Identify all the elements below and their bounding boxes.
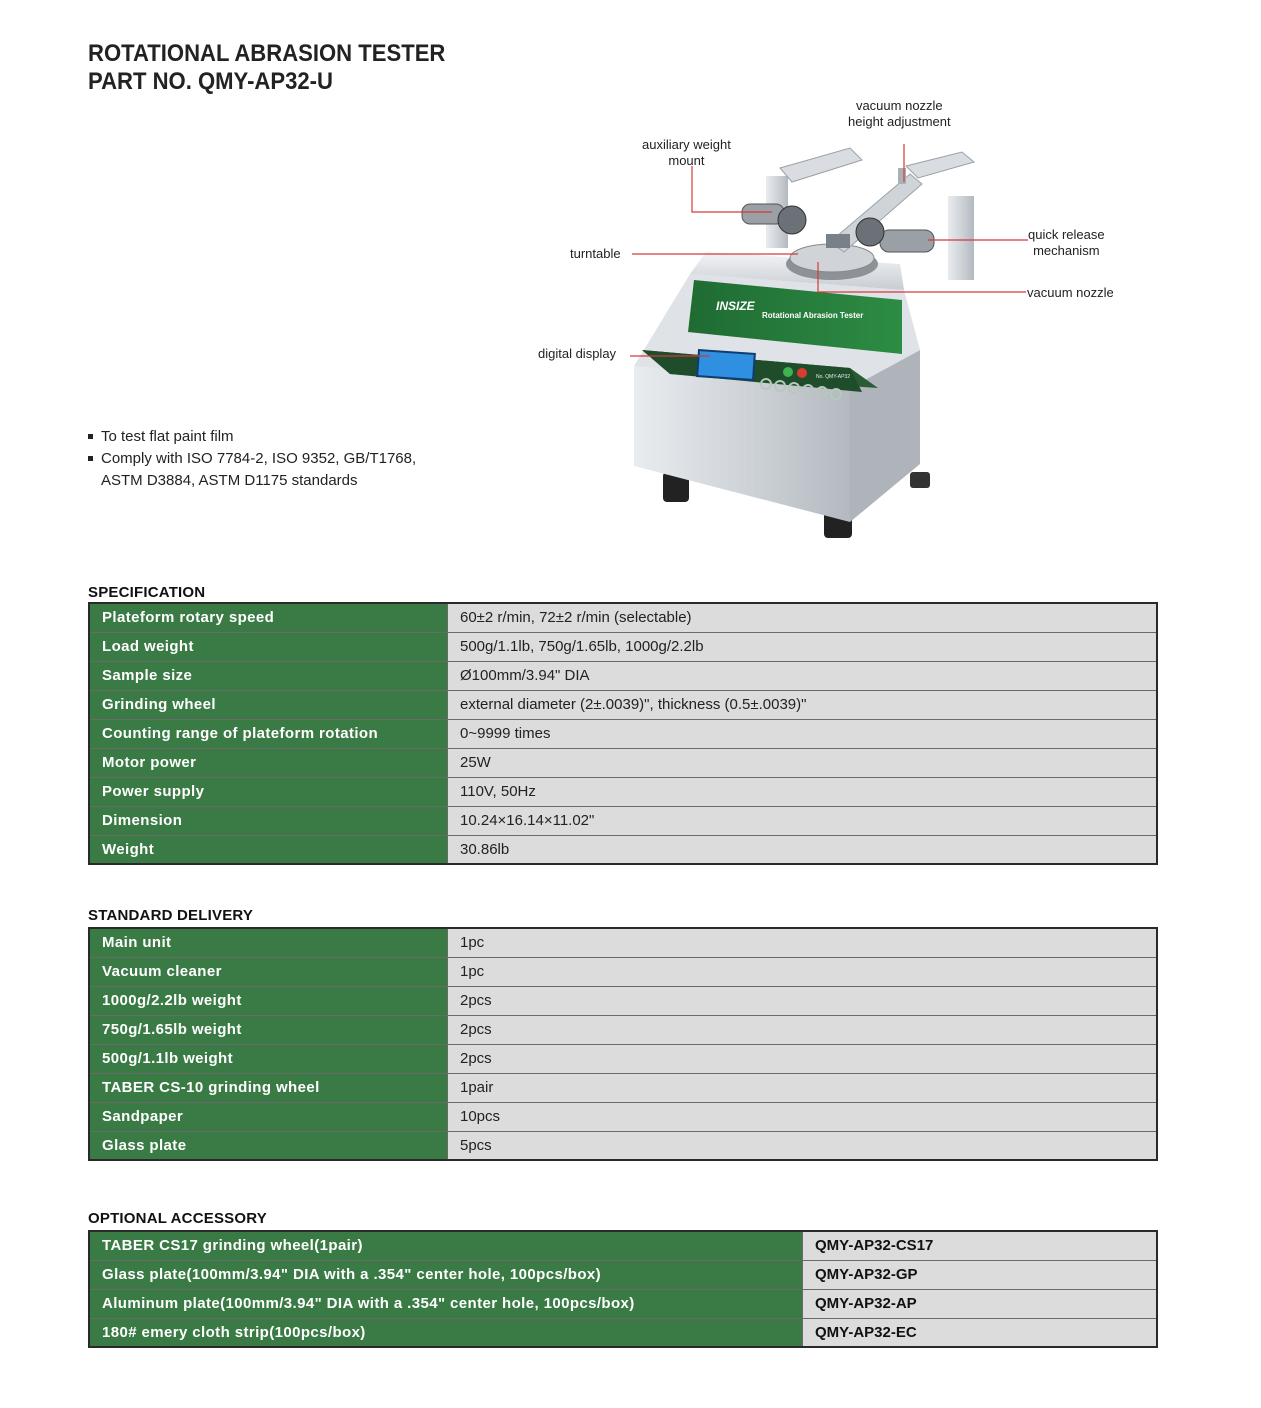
row-value: 110V, 50Hz bbox=[448, 777, 1158, 806]
row-label: Weight bbox=[89, 835, 448, 864]
table-row bbox=[89, 1044, 1157, 1073]
feature-item: To test flat paint film bbox=[88, 426, 416, 448]
row-label: 750g/1.65lb weight bbox=[89, 1015, 448, 1044]
row-label: Counting range of plateform rotation bbox=[89, 719, 448, 748]
table-row bbox=[89, 1073, 1157, 1102]
table-row bbox=[89, 806, 1157, 835]
callout-aux-weight bbox=[642, 137, 731, 169]
left-arm bbox=[780, 148, 862, 182]
callout-nozzle-height-line-1: vacuum nozzle bbox=[855, 98, 943, 113]
row-value: 5pcs bbox=[448, 1131, 1158, 1160]
right-post bbox=[948, 196, 974, 280]
row-value: QMY-AP32-EC bbox=[803, 1318, 1158, 1347]
row-label: Glass plate(100mm/3.94" DIA with a .354" center hole, 100pcs/box) bbox=[89, 1260, 803, 1289]
row-label: Glass plate bbox=[89, 1131, 448, 1160]
row-value: 1pc bbox=[448, 928, 1158, 957]
row-label: Vacuum cleaner bbox=[89, 957, 448, 986]
panel-name: Rotational Abrasion Tester bbox=[762, 311, 864, 320]
row-value: 1pair bbox=[448, 1073, 1158, 1102]
page-title-line-1: ROTATIONAL ABRASION TESTER bbox=[88, 40, 446, 67]
row-value: 0~9999 times bbox=[448, 719, 1158, 748]
turntable-plate bbox=[790, 244, 874, 272]
row-label: Plateform rotary speed bbox=[89, 603, 448, 632]
row-value: external diameter (2±.0039)", thickness (0.5±.0039)" bbox=[448, 690, 1158, 719]
row-label: Load weight bbox=[89, 632, 448, 661]
optional-title: OPTIONAL ACCESSORY bbox=[88, 1210, 267, 1227]
table-row bbox=[89, 777, 1157, 806]
table-row bbox=[89, 1318, 1157, 1347]
feature-list bbox=[88, 426, 416, 492]
row-value: 500g/1.1lb, 750g/1.65lb, 1000g/2.2lb bbox=[448, 632, 1158, 661]
table-row bbox=[89, 632, 1157, 661]
callout-nozzle-height bbox=[848, 98, 951, 130]
foot-right-back bbox=[910, 472, 930, 488]
callout-digital-display: digital display bbox=[538, 346, 617, 361]
row-label: Dimension bbox=[89, 806, 448, 835]
row-value: Ø100mm/3.94" DIA bbox=[448, 661, 1158, 690]
optional-accessory-table bbox=[88, 1230, 1158, 1348]
callout-nozzle-height-line-2: height adjustment bbox=[848, 114, 951, 129]
right-arm bbox=[906, 152, 974, 178]
product-illustration bbox=[530, 92, 1190, 552]
callout-vacuum-nozzle: vacuum nozzle bbox=[1027, 285, 1114, 300]
table-row bbox=[89, 986, 1157, 1015]
callout-turntable: turntable bbox=[570, 246, 621, 261]
callout-aux-weight-line-2: mount bbox=[668, 153, 705, 168]
table-row bbox=[89, 1131, 1157, 1160]
row-value: 30.86lb bbox=[448, 835, 1158, 864]
specification-title: SPECIFICATION bbox=[88, 584, 206, 601]
row-label: Sandpaper bbox=[89, 1102, 448, 1131]
row-label: Grinding wheel bbox=[89, 690, 448, 719]
lcd-screen bbox=[697, 350, 755, 380]
vacuum-nozzle-head bbox=[826, 234, 850, 248]
grinding-wheel-right bbox=[856, 218, 884, 246]
row-label: TABER CS-10 grinding wheel bbox=[89, 1073, 448, 1102]
row-label: Sample size bbox=[89, 661, 448, 690]
table-row bbox=[89, 748, 1157, 777]
callout-quick-release-line-1: quick release bbox=[1028, 227, 1105, 242]
row-value: QMY-AP32-GP bbox=[803, 1260, 1158, 1289]
table-row bbox=[89, 719, 1157, 748]
row-label: 180# emery cloth strip(100pcs/box) bbox=[89, 1318, 803, 1347]
feature-item-continuation: ASTM D3884, ASTM D1175 standards bbox=[101, 472, 358, 489]
row-value: 2pcs bbox=[448, 986, 1158, 1015]
table-row bbox=[89, 603, 1157, 632]
table-row bbox=[89, 1102, 1157, 1131]
page-title bbox=[88, 40, 445, 96]
nozzle-height-knob bbox=[898, 168, 906, 184]
row-value: QMY-AP32-AP bbox=[803, 1289, 1158, 1318]
grinding-wheel-left bbox=[778, 206, 806, 234]
row-value: 25W bbox=[448, 748, 1158, 777]
row-label: Aluminum plate(100mm/3.94" DIA with a .354" center hole, 100pcs/box) bbox=[89, 1289, 803, 1318]
start-button bbox=[783, 367, 793, 377]
feature-item: Comply with ISO 7784-2, ISO 9352, GB/T1768, bbox=[88, 448, 416, 470]
table-row bbox=[89, 1289, 1157, 1318]
row-value: 2pcs bbox=[448, 1015, 1158, 1044]
row-value: 10.24×16.14×11.02" bbox=[448, 806, 1158, 835]
callout-quick-release bbox=[1028, 227, 1105, 259]
specification-table bbox=[88, 602, 1158, 865]
row-value: 10pcs bbox=[448, 1102, 1158, 1131]
auxiliary-weight-right bbox=[880, 230, 934, 252]
row-value: 2pcs bbox=[448, 1044, 1158, 1073]
delivery-table bbox=[88, 927, 1158, 1161]
table-row bbox=[89, 661, 1157, 690]
table-row bbox=[89, 1260, 1157, 1289]
table-row bbox=[89, 835, 1157, 864]
row-label: 500g/1.1lb weight bbox=[89, 1044, 448, 1073]
row-label: Power supply bbox=[89, 777, 448, 806]
callout-quick-release-line-2: mechanism bbox=[1033, 243, 1100, 258]
row-label: Motor power bbox=[89, 748, 448, 777]
panel-model: No. QMY-AP32 bbox=[816, 374, 850, 380]
table-row bbox=[89, 1015, 1157, 1044]
row-value: 1pc bbox=[448, 957, 1158, 986]
product-figure bbox=[530, 92, 1190, 552]
table-row bbox=[89, 928, 1157, 957]
row-label: Main unit bbox=[89, 928, 448, 957]
delivery-title: STANDARD DELIVERY bbox=[88, 907, 254, 924]
table-row bbox=[89, 690, 1157, 719]
row-value: 60±2 r/min, 72±2 r/min (selectable) bbox=[448, 603, 1158, 632]
row-label: TABER CS17 grinding wheel(1pair) bbox=[89, 1231, 803, 1260]
callout-aux-weight-line-1: auxiliary weight bbox=[642, 137, 731, 152]
row-value: QMY-AP32-CS17 bbox=[803, 1231, 1158, 1260]
row-label: 1000g/2.2lb weight bbox=[89, 986, 448, 1015]
panel-brand: INSIZE bbox=[716, 299, 755, 313]
page-title-line-2: PART NO. QMY-AP32-U bbox=[88, 68, 333, 95]
table-row bbox=[89, 957, 1157, 986]
table-row bbox=[89, 1231, 1157, 1260]
stop-button bbox=[797, 368, 807, 378]
